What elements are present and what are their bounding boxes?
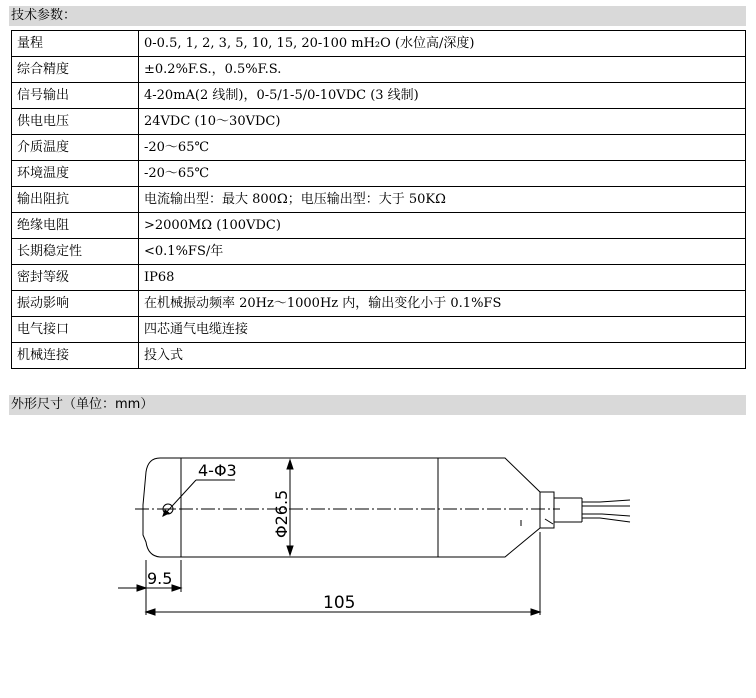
spec-row (12, 187, 746, 213)
spec-value: 电流输出型：最大 800Ω；电压输出型：大于 50KΩ (139, 187, 746, 213)
spec-row (12, 265, 746, 291)
spec-value: 4-20mA(2 线制)，0-5/1-5/0-10VDC (3 线制) (139, 83, 746, 109)
spec-value: -20～65℃ (139, 161, 746, 187)
spec-key: 环境温度 (12, 161, 139, 187)
spec-key: 输出阻抗 (12, 187, 139, 213)
dimensions-heading: 外形尺寸（单位：mm） (9, 395, 746, 415)
length-dimension-label: 105 (323, 593, 356, 613)
spec-value: 四芯通气电缆连接 (139, 317, 746, 343)
spec-value: 在机械振动频率 20Hz～1000Hz 内，输出变化小于 0.1%FS (139, 291, 746, 317)
spec-row (12, 343, 746, 369)
spec-value: -20～65℃ (139, 135, 746, 161)
spec-key: 长期稳定性 (12, 239, 139, 265)
spec-row (12, 213, 746, 239)
spec-value: ±0.2%F.S.，0.5%F.S. (139, 57, 746, 83)
spec-key: 电气接口 (12, 317, 139, 343)
hole-spec-label: 4-Φ3 (198, 461, 237, 480)
cable-gland (540, 492, 554, 528)
spec-value: 24VDC (10～30VDC) (139, 109, 746, 135)
spec-row (12, 291, 746, 317)
spec-value: 0-0.5, 1, 2, 3, 5, 10, 15, 20-100 mH₂O (水位高/深度) (139, 31, 746, 57)
spec-key: 密封等级 (12, 265, 139, 291)
spec-key: 量程 (12, 31, 139, 57)
spec-table (11, 30, 746, 369)
spec-key: 信号输出 (12, 83, 139, 109)
spec-key: 机械连接 (12, 343, 139, 369)
offset-dimension-label: 9.5 (147, 569, 173, 588)
spec-value: >2000MΩ (100VDC) (139, 213, 746, 239)
left-end-cap (143, 458, 181, 557)
diameter-label: Φ26.5 (272, 489, 291, 538)
spec-key: 振动影响 (12, 291, 139, 317)
sensor-dimension-drawing (0, 420, 756, 650)
tapered-end (438, 458, 540, 557)
spec-row (12, 57, 746, 83)
spec-key: 介质温度 (12, 135, 139, 161)
spec-value: <0.1%FS/年 (139, 239, 746, 265)
spec-row (12, 109, 746, 135)
spec-row (12, 31, 746, 57)
spec-row (12, 161, 746, 187)
spec-row (12, 135, 746, 161)
spec-row (12, 239, 746, 265)
spec-row (12, 317, 746, 343)
spec-row (12, 83, 746, 109)
spec-value: IP68 (139, 265, 746, 291)
tech-params-heading: 技术参数： (9, 6, 746, 26)
cable-wires (582, 500, 630, 522)
spec-key: 绝缘电阻 (12, 213, 139, 239)
spec-key: 综合精度 (12, 57, 139, 83)
spec-key: 供电电压 (12, 109, 139, 135)
spec-value: 投入式 (139, 343, 746, 369)
